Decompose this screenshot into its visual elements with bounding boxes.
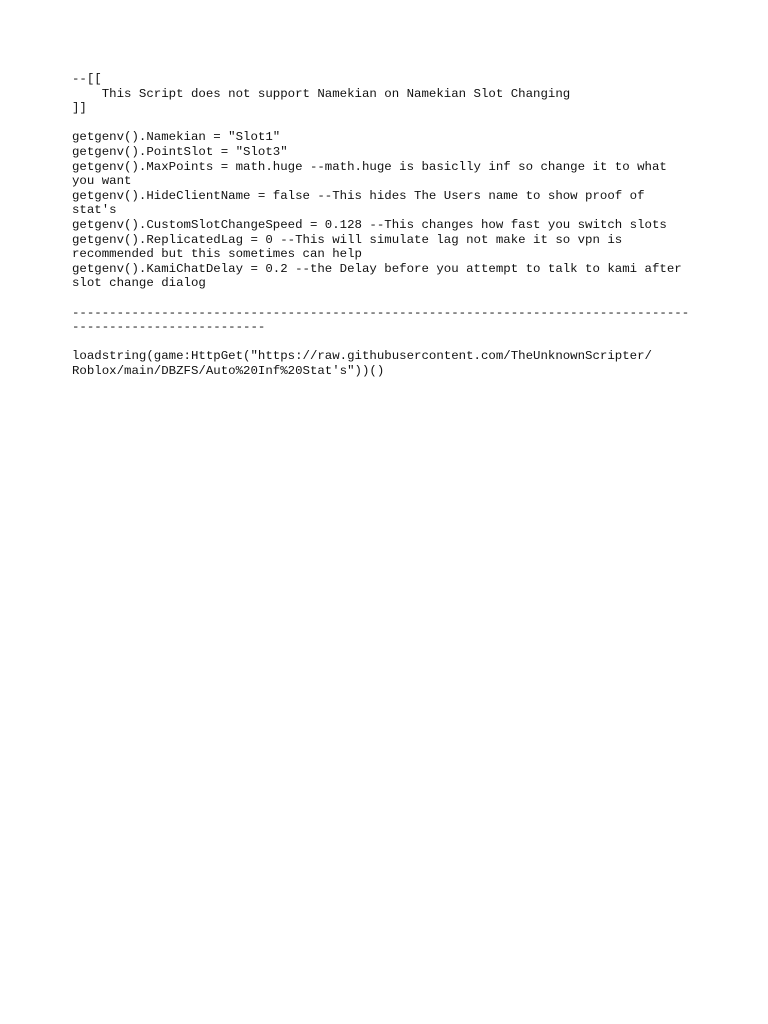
setting-line: recommended but this sometimes can help	[72, 247, 362, 262]
blank-line	[72, 116, 712, 131]
setting-line: getgenv().Namekian = "Slot1"	[72, 130, 281, 145]
setting-line: slot change dialog	[72, 276, 206, 291]
setting-line: getgenv().HideClientName = false --This hides The Users name to show proof of	[72, 188, 645, 203]
settings-block	[72, 130, 712, 291]
separator-line: --------------------------	[72, 320, 266, 335]
separator-line: -----------------------------------------------------------------------------------	[72, 305, 690, 320]
setting-line: getgenv().MaxPoints = math.huge --math.huge is basiclly inf so change it to what	[72, 159, 667, 174]
blank-line	[72, 291, 712, 306]
setting-line: getgenv().ReplicatedLag = 0 --This will simulate lag not make it so vpn is	[72, 232, 623, 247]
separator-block	[72, 306, 712, 335]
setting-line: getgenv().KamiChatDelay = 0.2 --the Delay before you attempt to talk to kami after	[72, 261, 682, 276]
loadstring-line: Roblox/main/DBZFS/Auto%20Inf%20Stat's"))()	[72, 363, 385, 378]
comment-close: ]]	[72, 101, 87, 116]
setting-line: getgenv().CustomSlotChangeSpeed = 0.128 --This changes how fast you switch slots	[72, 217, 667, 232]
setting-line: getgenv().PointSlot = "Slot3"	[72, 144, 288, 159]
blank-line	[72, 335, 712, 350]
comment-body: This Script does not support Namekian on Namekian Slot Changing	[72, 86, 571, 101]
comment-open: --[[	[72, 72, 102, 86]
setting-line: you want	[72, 174, 132, 189]
loadstring-block	[72, 349, 712, 378]
document-page	[72, 72, 712, 378]
loadstring-line: loadstring(game:HttpGet("https://raw.githubusercontent.com/TheUnknownScripter/	[72, 349, 652, 364]
setting-line: stat's	[72, 203, 117, 218]
